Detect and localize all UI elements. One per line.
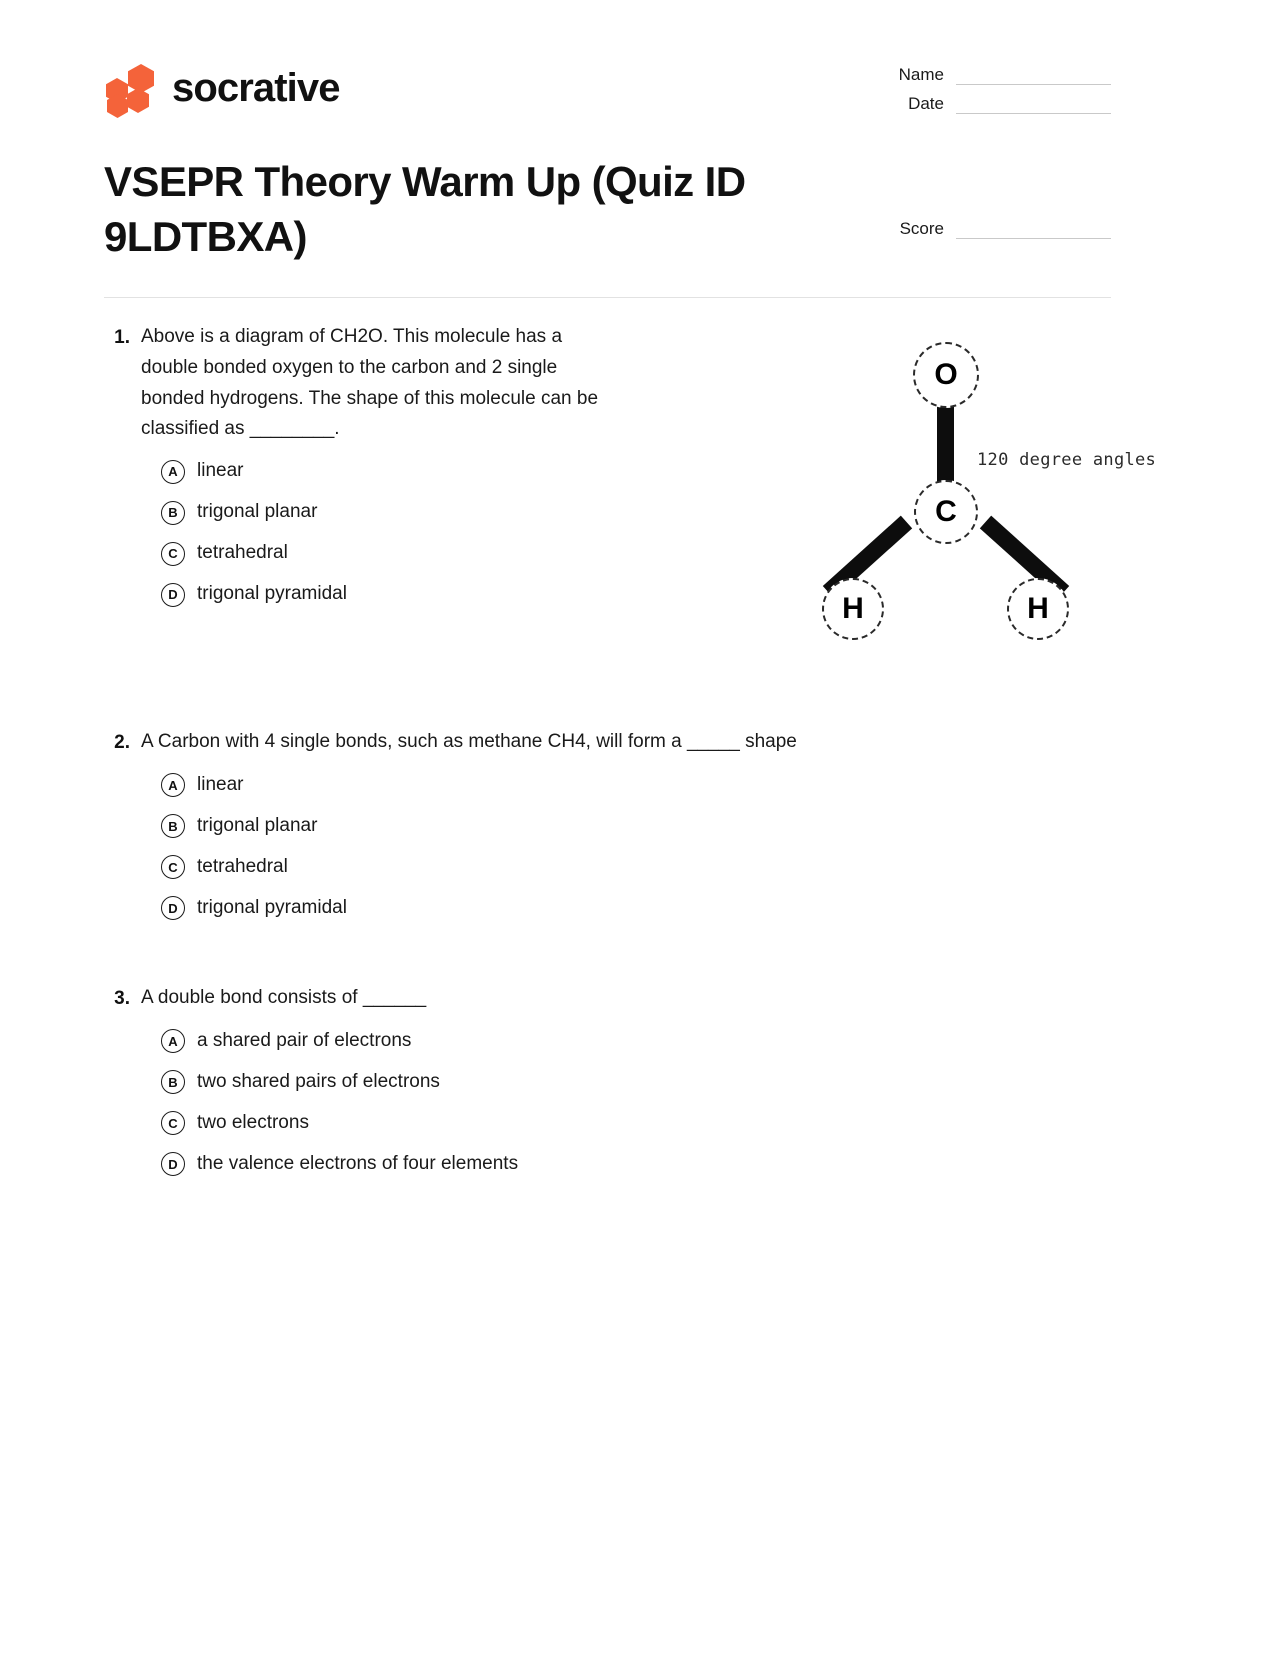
question-2-header bbox=[104, 727, 1111, 759]
question-spacer-2 bbox=[104, 929, 1111, 983]
option-bubble-b[interactable]: B bbox=[161, 501, 185, 525]
date-field-label: Date bbox=[908, 94, 944, 114]
score-field-label: Score bbox=[899, 219, 944, 239]
question-2 bbox=[104, 727, 1111, 929]
option-bubble-d[interactable]: D bbox=[161, 896, 185, 920]
atom-hydrogen-right: H bbox=[1007, 578, 1069, 640]
option-label-b: trigonal planar bbox=[197, 501, 318, 523]
atom-carbon: C bbox=[914, 480, 978, 544]
option-label-d: trigonal pyramidal bbox=[197, 583, 347, 605]
option-bubble-a[interactable]: A bbox=[161, 773, 185, 797]
page-header bbox=[104, 56, 1111, 271]
option-bubble-c[interactable]: C bbox=[161, 542, 185, 566]
question-1-number: 1. bbox=[114, 327, 130, 348]
questions-list bbox=[104, 322, 1157, 1185]
question-3 bbox=[104, 983, 1111, 1185]
option-label-a: linear bbox=[197, 773, 244, 795]
option-bubble-d[interactable]: D bbox=[161, 1152, 185, 1176]
question-2-option-b[interactable] bbox=[104, 806, 1111, 847]
option-bubble-c[interactable]: C bbox=[161, 1111, 185, 1135]
option-label-d: the valence electrons of four elements bbox=[197, 1152, 519, 1174]
question-2-options bbox=[104, 765, 1111, 929]
question-3-option-a[interactable] bbox=[104, 1021, 1111, 1062]
question-3-text: A double bond consists of ______ bbox=[141, 986, 427, 1008]
question-2-text: A Carbon with 4 single bonds, such as methane CH4, will form a _____ shape bbox=[141, 731, 797, 753]
atom-oxygen: O bbox=[913, 342, 979, 408]
option-label-c: tetrahedral bbox=[197, 855, 288, 877]
option-bubble-b[interactable]: B bbox=[161, 814, 185, 838]
question-3-option-c[interactable] bbox=[104, 1103, 1111, 1144]
header-divider bbox=[104, 297, 1111, 298]
question-2-option-a[interactable] bbox=[104, 765, 1111, 806]
option-bubble-c[interactable]: C bbox=[161, 855, 185, 879]
question-3-option-d[interactable] bbox=[104, 1144, 1111, 1185]
option-bubble-b[interactable]: B bbox=[161, 1070, 185, 1094]
score-field-input[interactable] bbox=[956, 217, 1111, 239]
bond-carbon-oxygen bbox=[937, 398, 954, 490]
date-field-input[interactable] bbox=[956, 92, 1111, 114]
ch2o-molecule-diagram bbox=[799, 340, 1157, 650]
question-2-option-c[interactable] bbox=[104, 847, 1111, 888]
question-2-number: 2. bbox=[114, 732, 130, 754]
option-label-a: a shared pair of electrons bbox=[197, 1029, 412, 1051]
name-field-input[interactable] bbox=[956, 63, 1111, 85]
question-2-option-d[interactable] bbox=[104, 888, 1111, 929]
bond-angle-annotation: 120 degree angles bbox=[977, 450, 1157, 470]
question-1-text: Above is a diagram of CH2O. This molecule has a double bonded oxygen to the carbon and 2 single bonded hydrogens. The shape of this molecule can be classified as ________. bbox=[141, 326, 599, 440]
option-bubble-a[interactable]: A bbox=[161, 1029, 185, 1053]
name-field-row bbox=[861, 56, 1111, 85]
option-label-a: linear bbox=[197, 460, 244, 482]
question-3-number: 3. bbox=[114, 987, 130, 1009]
option-label-b: trigonal planar bbox=[197, 814, 318, 836]
question-1 bbox=[104, 322, 1157, 625]
option-bubble-d[interactable]: D bbox=[161, 583, 185, 607]
option-label-b: two shared pairs of electrons bbox=[197, 1070, 440, 1092]
brand-logo bbox=[104, 62, 340, 114]
question-3-header bbox=[104, 983, 1111, 1015]
name-field-label: Name bbox=[898, 65, 944, 85]
score-field-row bbox=[861, 210, 1111, 239]
date-field-row bbox=[861, 85, 1111, 114]
question-3-options bbox=[104, 1021, 1111, 1185]
option-label-c: tetrahedral bbox=[197, 542, 288, 564]
brand-name: socrative bbox=[172, 66, 340, 110]
page-title: VSEPR Theory Warm Up (Quiz ID 9LDTBXA) bbox=[104, 158, 746, 261]
student-info-fields bbox=[861, 56, 1111, 239]
atom-hydrogen-left: H bbox=[822, 578, 884, 640]
option-label-c: two electrons bbox=[197, 1111, 309, 1133]
option-bubble-a[interactable]: A bbox=[161, 460, 185, 484]
option-label-d: trigonal pyramidal bbox=[197, 896, 347, 918]
question-3-option-b[interactable] bbox=[104, 1062, 1111, 1103]
socrative-hexagon-logo-icon bbox=[104, 62, 156, 114]
